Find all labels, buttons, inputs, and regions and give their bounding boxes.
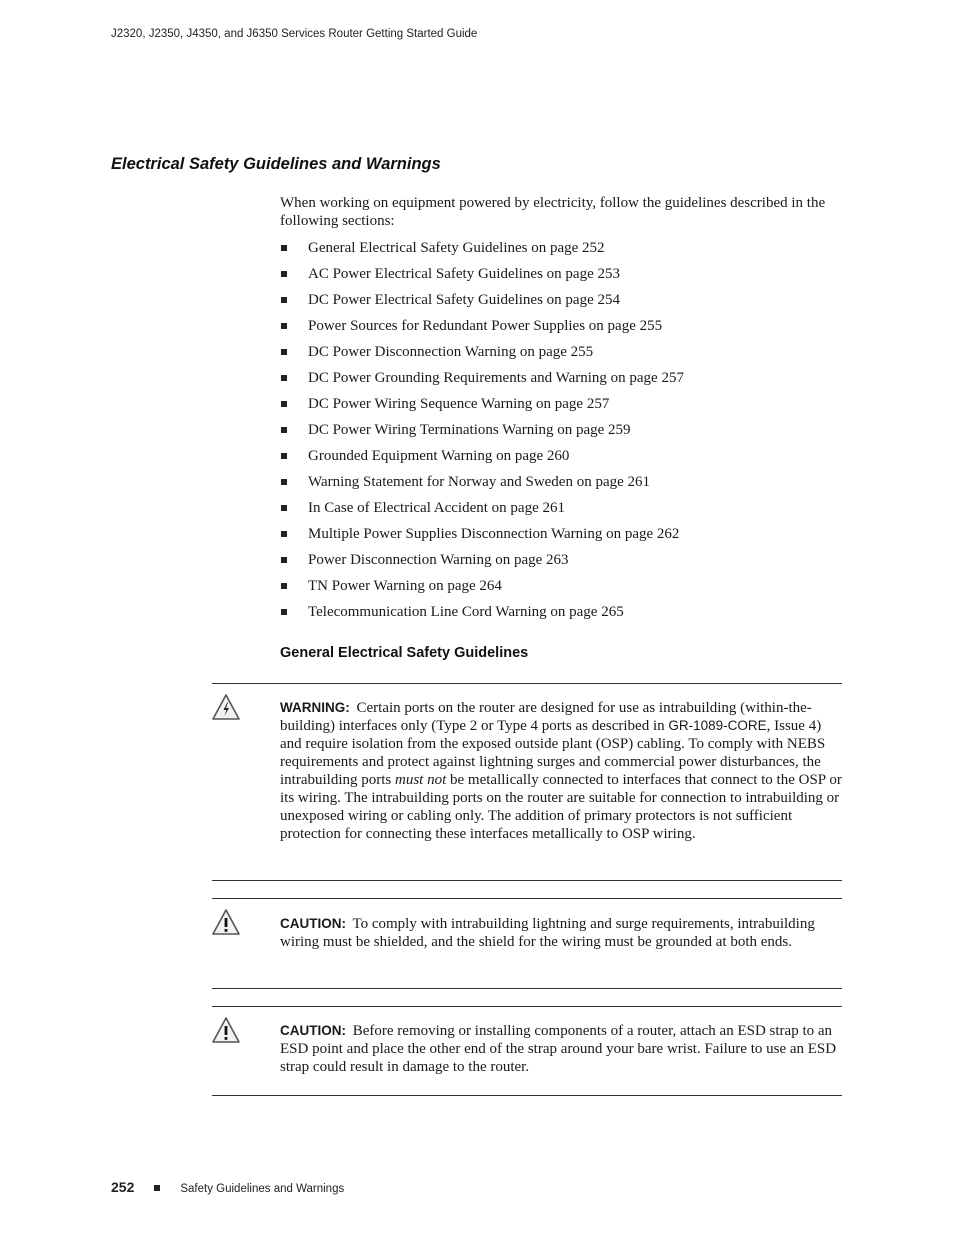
section-title: Electrical Safety Guidelines and Warnings	[111, 155, 441, 173]
bullet-icon	[281, 297, 287, 303]
bullet-icon	[281, 349, 287, 355]
subsection-title: General Electrical Safety Guidelines	[280, 645, 529, 661]
bullet-icon	[281, 531, 287, 537]
list-item	[280, 343, 845, 369]
list-item	[280, 577, 845, 603]
list-item-text: Telecommunication Line Cord Warning on page 265	[308, 604, 624, 620]
caution-bottom-rule	[212, 1095, 842, 1096]
bullet-icon	[281, 583, 287, 589]
caution-top-rule	[212, 898, 842, 899]
footer-bullet-icon	[154, 1185, 160, 1191]
list-item	[280, 265, 845, 291]
bullet-icon	[281, 375, 287, 381]
bullet-icon	[281, 401, 287, 407]
list-item-text: DC Power Grounding Requirements and Warning on page 257	[308, 370, 684, 386]
list-item-text: Grounded Equipment Warning on page 260	[308, 448, 570, 464]
bullet-icon	[281, 609, 287, 615]
bullet-icon	[281, 557, 287, 563]
list-item-text: DC Power Disconnection Warning on page 255	[308, 344, 594, 360]
bullet-icon	[281, 323, 287, 329]
caution-text	[280, 1022, 845, 1076]
list-item-text: Power Disconnection Warning on page 263	[308, 552, 569, 568]
footer-section-name: Safety Guidelines and Warnings	[180, 1183, 345, 1195]
warning-label: WARNING:	[280, 700, 350, 715]
list-item	[280, 369, 845, 395]
bullet-icon	[281, 427, 287, 433]
warning-text-part: Certain ports on the router are designed for use as intrabuilding (within-the-building) interfaces only (Type 2 or Type 4 ports as described in	[280, 700, 812, 734]
caution-label: CAUTION:	[280, 916, 346, 931]
electrical-hazard-icon	[211, 693, 241, 721]
list-item	[280, 603, 845, 629]
list-item	[280, 395, 845, 421]
list-item-text: DC Power Wiring Sequence Warning on page 257	[308, 396, 610, 412]
caution-label: CAUTION:	[280, 1023, 346, 1038]
list-item	[280, 239, 845, 265]
page-footer	[111, 1179, 344, 1195]
list-item-text: DC Power Electrical Safety Guidelines on page 254	[308, 292, 620, 308]
section-intro: When working on equipment powered by electricity, follow the guidelines described in the following sections:	[280, 195, 826, 229]
list-item-text: Warning Statement for Norway and Sweden on page 261	[308, 474, 651, 490]
list-item	[280, 447, 845, 473]
caution-icon	[211, 1016, 241, 1044]
list-item	[280, 421, 845, 447]
caution-text	[280, 915, 845, 951]
list-item-text: General Electrical Safety Guidelines on page 252	[308, 240, 605, 256]
running-header: J2320, J2350, J4350, and J6350 Services Router Getting Started Guide	[111, 28, 478, 40]
list-item-text: DC Power Wiring Terminations Warning on page 259	[308, 422, 631, 438]
list-item-text: Multiple Power Supplies Disconnection Warning on page 262	[308, 526, 680, 542]
caution-body: To comply with intrabuilding lightning and surge requirements, intrabuilding wiring must be shielded, and the shield for the wiring must be grounded at both ends.	[280, 916, 815, 950]
warning-text	[280, 699, 845, 843]
list-item	[280, 525, 845, 551]
bullet-icon	[281, 271, 287, 277]
list-item	[280, 473, 845, 499]
warning-top-rule	[212, 683, 842, 684]
caution-icon	[211, 908, 241, 936]
list-item	[280, 551, 845, 577]
bullet-icon	[281, 505, 287, 511]
bullet-icon	[281, 245, 287, 251]
warning-text-part: be metallically connected to interfaces that connect to the OSP or its wiring. The intrabuilding ports on the router are suitable for connection to intrabuilding or unexposed wiring or cabling only. The addition of primary protectors is not sufficient protection for connecting these interfaces metallically to OSP wiring.	[280, 772, 842, 842]
section-toc-list	[280, 239, 845, 629]
list-item-text: Power Sources for Redundant Power Supplies on page 255	[308, 318, 663, 334]
caution-bottom-rule	[212, 988, 842, 989]
warning-emphasis: must not	[395, 772, 447, 788]
warning-bottom-rule	[212, 880, 842, 881]
bullet-icon	[281, 479, 287, 485]
warning-text-part: , Issue 4) and require isolation from the exposed outside plant (OSP) cabling. To comply with NEBS requirements and protect against lightning surges and commercial power disturbances, the intrabuilding ports	[280, 718, 826, 788]
list-item-text: In Case of Electrical Accident on page 261	[308, 500, 565, 516]
caution-top-rule	[212, 1006, 842, 1007]
caution-body: Before removing or installing components of a router, attach an ESD strap to an ESD point and place the other end of the strap around your bare wrist. Failure to use an ESD strap could result in damage to the router.	[280, 1023, 837, 1075]
warning-standard-ref: GR-1089-CORE	[668, 718, 767, 733]
bullet-icon	[281, 453, 287, 459]
list-item	[280, 291, 845, 317]
list-item-text: TN Power Warning on page 264	[308, 578, 502, 594]
page-number: 252	[111, 1179, 135, 1195]
list-item	[280, 317, 845, 343]
list-item	[280, 499, 845, 525]
list-item-text: AC Power Electrical Safety Guidelines on page 253	[308, 266, 620, 282]
